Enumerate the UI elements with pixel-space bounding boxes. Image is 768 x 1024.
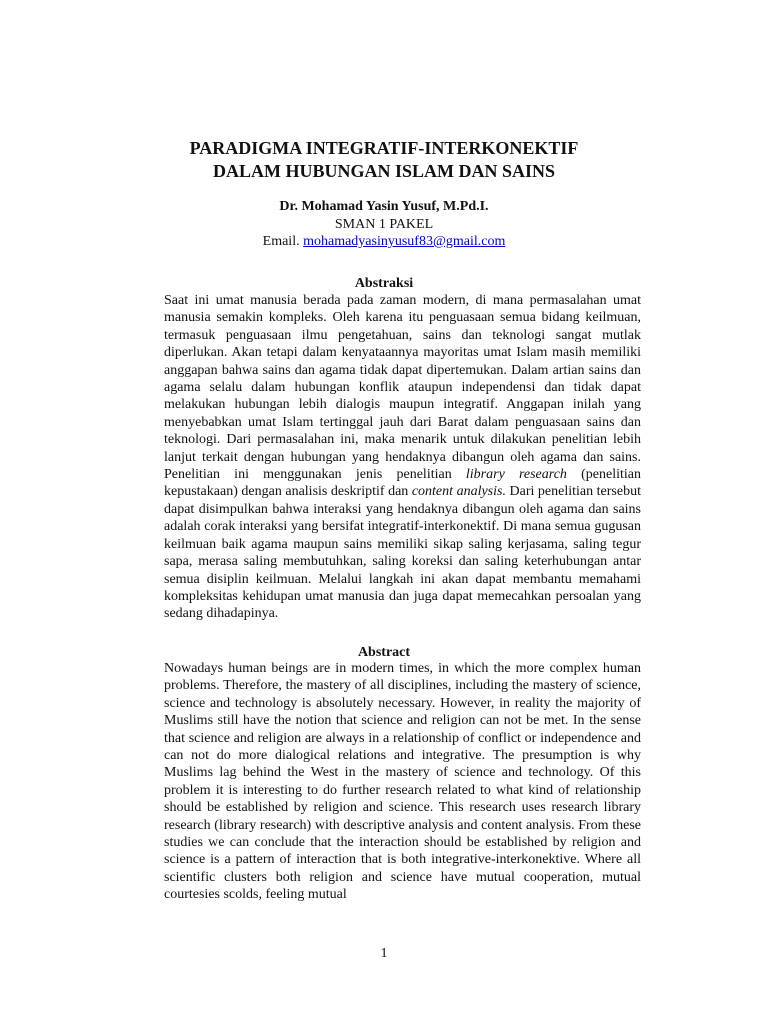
abstract-body: Nowadays human beings are in modern times, in which the more complex human problems. Therefore, the mastery of all disciplines, including the mastery of science, science and technology is absolutely necessary. However, in reality the majority of Muslims still have the notion that science and religion can not be met. In the sense that science and religion are always in a relationship of conflict or independence and can not do more dialogical relations and integrative. The presumption is why Muslims lag behind the West in the mastery of science and technology. Of this problem it is interesting to do further research related to what kind of relationship should be established by religion and science. This research uses research library research (library research) with descriptive analysis and content analysis. From these studies we can conclude that the interaction should be established by religion and science is a pattern of interaction that is both integrative-interkonektive. Where all scientific clusters both religion and science have mutual cooperation, mutual courtesies scolds, feeling mutual [164, 661, 641, 903]
email-link[interactable]: mohamadyasinyusuf83@gmail.com [303, 234, 506, 249]
title-line-2: DALAM HUBUNGAN ISLAM DAN SAINS [212, 161, 556, 181]
abstraksi-text-3: Dari penelitian tersebut dapat disimpulkan bahwa interaksi yang hendaknya dibangun oleh agama dan sains adalah corak interaksi yang bersifat integratif-interkonektif. Di mana semua gugusan keilmuan baik agama maupun sains memiliki sikap saling kerjasama, saling tegur sapa, merasa saling membutuhkan, saling koreksi dan saling keterhubungan antar semua disiplin keilmuan. Melalui langkah ini akan dapat membantu memahami kompleksitas kehidupan umat manusia dan juga dapat memecahkan persoalan yang sedang dihadapinya. [164, 484, 641, 622]
author-name: Dr. Mohamad Yasin Yusuf, M.Pd.I. [279, 199, 489, 214]
abstraksi-heading: Abstraksi [354, 276, 414, 291]
author-email-line [0, 233, 768, 251]
abstraksi-italic-1: library research [465, 467, 567, 483]
abstraksi-body [164, 292, 641, 623]
title-line-1: PARADIGMA INTEGRATIF-INTERKONEKTIF [189, 138, 579, 158]
email-label: Email. [262, 234, 304, 249]
abstract-heading: Abstract [357, 645, 411, 660]
abstraksi-italic-2: content analysis. [411, 484, 506, 500]
paper-title [0, 137, 768, 183]
author-block [0, 198, 768, 251]
page-number: 1 [380, 946, 388, 961]
abstraksi-text-2: (penelitian kepustakaan) dengan analisis deskriptif dan [164, 467, 641, 500]
author-affiliation: SMAN 1 PAKEL [334, 216, 434, 232]
abstraksi-text-1: Saat ini umat manusia berada pada zaman modern, di mana permasalahan umat manusia semakin kompleks. Oleh karena itu penguasaan semua bidang keilmuan, termasuk penguasaan ilmu pengetahuan, sains dan teknologi sangat mutlak diperlukan. Akan tetapi dalam kenyataannya mayoritas umat Islam masih memiliki anggapan bahwa sains dan agama tidak dapat dipertemukan. Dalam artian sains dan agama selalu dalam hubungan konflik ataupun independensi dan tidak dapat melakukan hubungan lebih dialogis maupun integratif. Anggapan inilah yang menyebabkan umat Islam tertinggal jauh dari Barat dalam penguasaan sains dan teknologi. Dari permasalahan ini, maka menarik untuk dilakukan penelitian lebih lanjut terkait dengan hubungan yang hendaknya dibangun oleh agama dan sains. Penelitian ini menggunakan jenis penelitian [164, 293, 641, 483]
